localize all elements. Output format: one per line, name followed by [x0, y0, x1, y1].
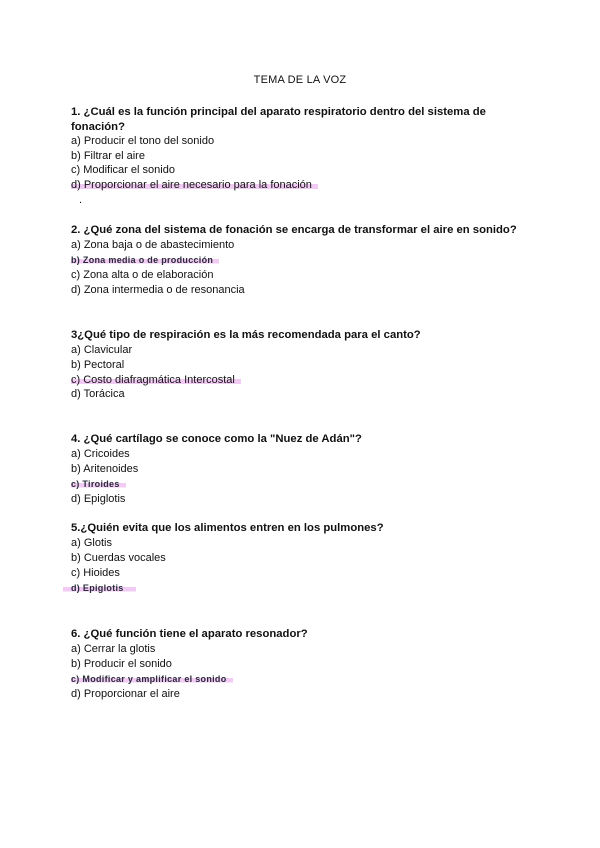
question-6: 6. ¿Qué función tiene el aparato resonador?: [71, 628, 308, 640]
q3-option-c-highlighted: [71, 373, 241, 387]
q4-option-c-highlighted: [71, 477, 126, 491]
q1-option-c: c) Modificar el sonido: [71, 164, 175, 176]
q5-option-b: b) Cuerdas vocales: [71, 552, 166, 564]
q3-option-a: a) Clavicular: [71, 344, 133, 356]
q4-option-b: b) Aritenoides: [71, 463, 139, 475]
q5-option-c: c) Hioides: [71, 567, 120, 579]
question-1: 1. ¿Cuál es la función principal del aparato respiratorio dentro del sistema de fonación?: [71, 106, 486, 133]
q6-option-b: b) Producir el sonido: [71, 658, 172, 670]
q4-option-d: d) Epiglotis: [71, 493, 126, 505]
q4-option-c-text: c) Tiroides: [71, 479, 126, 489]
page-title: TEMA DE LA VOZ: [253, 74, 347, 86]
q5-option-d-highlighted: [63, 581, 136, 595]
question-4: 4. ¿Qué cartílago se conoce como la "Nuez de Adán"?: [71, 433, 362, 445]
q4-option-a: a) Cricoides: [71, 448, 130, 460]
q5-option-a: a) Glotis: [71, 537, 112, 549]
q1-option-a: a) Producir el tono del sonido: [71, 135, 215, 147]
q2-option-a: a) Zona baja o de abastecimiento: [71, 239, 235, 251]
question-3: 3¿Qué tipo de respiración es la más recomendada para el canto?: [71, 329, 421, 341]
q2-option-d: d) Zona intermedia o de resonancia: [71, 284, 245, 296]
q1-option-d-highlighted: [71, 178, 318, 192]
q2-option-b-highlighted: [71, 253, 219, 267]
q2-option-c: c) Zona alta o de elaboración: [71, 269, 214, 281]
q6-option-a: a) Cerrar la glotis: [71, 643, 156, 655]
q6-option-d: d) Proporcionar el aire: [71, 688, 180, 700]
q6-option-c-highlighted: [71, 672, 233, 686]
q6-option-c-text: c) Modificar y amplificar el sonido: [71, 674, 233, 684]
q3-option-b: b) Pectoral: [71, 359, 125, 371]
q5-option-d-text: d) Epiglotis: [63, 583, 136, 593]
question-2: 2. ¿Qué zona del sistema de fonación se encarga de transformar el aire en sonido?: [71, 224, 517, 236]
q2-option-b-text: b) Zona media o de producción: [71, 255, 219, 265]
q3-option-d: d) Torácica: [71, 388, 125, 400]
q3-option-c-text: c) Costo diafragmática Intercostal: [71, 374, 241, 386]
q1-option-b: b) Filtrar el aire: [71, 150, 145, 162]
stray-mark: .: [79, 194, 83, 206]
q1-option-d-text: d) Proporcionar el aire necesario para la fonación: [71, 179, 318, 191]
question-5: 5.¿Quién evita que los alimentos entren en los pulmones?: [71, 522, 384, 534]
